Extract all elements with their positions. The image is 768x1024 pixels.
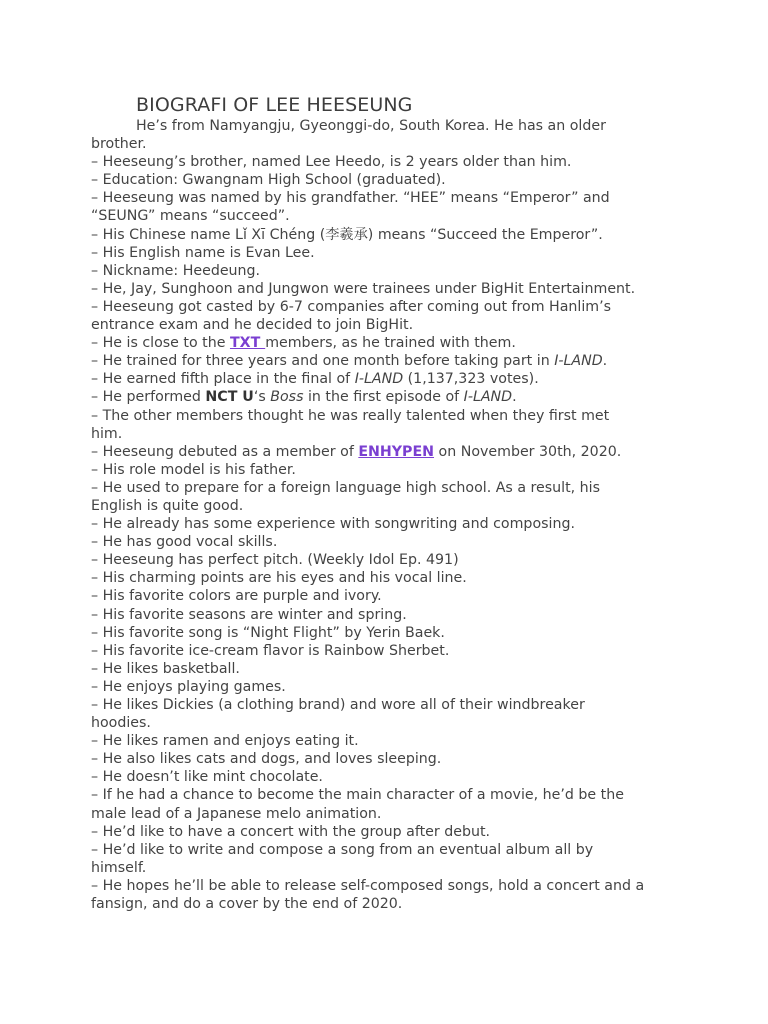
text-segment: him. — [91, 425, 123, 442]
link-txt[interactable]: TXT — [229, 335, 266, 352]
text-line — [91, 823, 691, 841]
text-line — [91, 859, 691, 877]
text-segment: – He likes ramen and enjoys eating it. — [91, 733, 359, 750]
text-line — [91, 895, 691, 913]
text-line — [91, 352, 691, 370]
text-line — [91, 642, 691, 660]
text-segment: – The other members thought he was really talented when they first met — [91, 407, 610, 424]
text-line — [91, 298, 691, 316]
text-segment: fansign, and do a cover by the end of 2020. — [91, 896, 403, 913]
text-segment: – He trained for three years and one month before taking part in — [91, 353, 555, 370]
text-line — [91, 841, 691, 859]
text-line — [91, 370, 691, 388]
text-segment: – Heeseung got casted by 6-7 companies after coming out from Hanlim’s — [91, 298, 612, 315]
text-line — [91, 805, 691, 823]
text-segment: – He is close to the — [91, 335, 230, 352]
text-segment: – He likes basketball. — [91, 660, 240, 677]
text-segment: – He also likes cats and dogs, and loves sleeping. — [91, 751, 442, 768]
text-segment: He’s from Namyangju, Gyeonggi-do, South Korea. He has an older — [136, 118, 606, 134]
text-segment: – His Chinese name Lǐ Xī Chéng (李羲承) means “Succeed the Emperor”. — [91, 226, 603, 243]
text-line — [91, 244, 691, 262]
text-segment: – His favorite ice-cream flavor is Rainbow Sherbet. — [91, 642, 450, 659]
text-segment: brother. — [91, 136, 147, 153]
text-segment: – He, Jay, Sunghoon and Jungwon were trainees under BigHit Entertainment. — [91, 280, 636, 297]
text-line — [91, 569, 691, 587]
text-line — [91, 660, 691, 678]
link-enhypen[interactable]: ENHYPEN — [358, 443, 435, 460]
text-segment: “SEUNG” means “succeed”. — [91, 208, 290, 225]
text-segment: – His favorite seasons are winter and spring. — [91, 606, 407, 623]
text-line — [91, 226, 691, 244]
text-segment: – He’d like to have a concert with the group after debut. — [91, 823, 491, 840]
text-line — [91, 515, 691, 533]
text-segment: English is quite good. — [91, 497, 244, 514]
text-line — [91, 497, 691, 515]
text-segment: – His favorite colors are purple and ivory. — [91, 588, 382, 605]
text-segment: – His favorite song is “Night Flight” by Yerin Baek. — [91, 624, 445, 641]
text-line — [91, 877, 691, 895]
text-line — [91, 316, 691, 334]
text-segment: – Nickname: Heedeung. — [91, 262, 261, 279]
text-segment: ‘s — [253, 389, 271, 406]
text-segment: – If he had a chance to become the main character of a movie, he’d be the — [91, 787, 624, 804]
text-segment: – He already has some experience with songwriting and composing. — [91, 516, 575, 533]
text-segment: – He enjoys playing games. — [91, 678, 286, 695]
text-segment: – Heeseung was named by his grandfather. “HEE” means “Emperor” and — [91, 190, 610, 207]
text-line — [91, 153, 691, 171]
text-segment: male lead of a Japanese melo animation. — [91, 805, 382, 822]
italic-text: Boss — [270, 389, 304, 406]
text-line — [91, 334, 691, 352]
italic-text: I-LAND — [354, 371, 404, 388]
text-segment: hoodies. — [91, 715, 151, 732]
text-line — [91, 696, 691, 714]
text-segment: – His charming points are his eyes and his vocal line. — [91, 570, 467, 587]
text-line — [91, 732, 691, 750]
text-segment: – Heeseung’s brother, named Lee Heedo, is 2 years older than him. — [91, 154, 572, 171]
text-line — [91, 425, 691, 443]
biography-text — [91, 117, 691, 913]
text-segment: – He likes Dickies (a clothing brand) and wore all of their windbreaker — [91, 697, 585, 713]
text-line — [91, 280, 691, 298]
text-segment: – He has good vocal skills. — [91, 534, 278, 551]
text-segment: on November 30th, 2020. — [434, 443, 622, 460]
text-segment: – He hopes he’ll be able to release self-composed songs, hold a concert and a — [91, 877, 645, 894]
text-segment: . — [602, 353, 608, 370]
text-line — [91, 587, 691, 605]
text-line — [91, 207, 691, 225]
bold-text: NCT U — [205, 389, 254, 406]
text-segment: – Heeseung has perfect pitch. (Weekly Idol Ep. 491) — [91, 552, 459, 569]
text-line — [91, 262, 691, 280]
text-segment: – Heeseung debuted as a member of — [91, 443, 359, 460]
text-segment: – Education: Gwangnam High School (graduated). — [91, 172, 446, 189]
text-line — [91, 606, 691, 624]
text-segment: entrance exam and he decided to join BigHit. — [91, 317, 414, 334]
text-line — [91, 443, 691, 461]
text-segment: in the first episode of — [303, 389, 464, 406]
text-segment: members, as he trained with them. — [265, 335, 516, 352]
text-segment: (1,137,323 votes). — [403, 371, 539, 388]
document-page — [91, 93, 691, 913]
text-segment: – He doesn’t like mint chocolate. — [91, 769, 323, 786]
text-segment: – He performed — [91, 389, 206, 406]
text-line — [91, 407, 691, 425]
text-segment: . — [512, 389, 517, 406]
text-line — [91, 117, 691, 135]
text-line — [91, 171, 691, 189]
text-line — [91, 533, 691, 551]
text-line — [91, 479, 691, 497]
italic-text: I-LAND — [554, 353, 603, 370]
text-segment: – He used to prepare for a foreign language high school. As a result, his — [91, 479, 601, 496]
text-line — [91, 768, 691, 786]
text-segment: – He earned fifth place in the final of — [91, 371, 355, 388]
text-line — [91, 135, 691, 153]
text-segment: himself. — [91, 859, 147, 876]
text-line — [91, 714, 691, 732]
text-line — [91, 551, 691, 569]
text-segment: – He’d like to write and compose a song from an eventual album all by — [91, 841, 594, 858]
text-segment: – His role model is his father. — [91, 461, 296, 478]
text-line — [91, 461, 691, 479]
text-line — [91, 750, 691, 768]
text-line — [91, 189, 691, 207]
italic-text: I-LAND — [463, 389, 513, 406]
text-line — [91, 678, 691, 696]
text-line — [91, 388, 691, 406]
text-line — [91, 786, 691, 804]
page-title: BIOGRAFI OF LEE HEESEUNG — [136, 94, 413, 116]
text-line — [91, 624, 691, 642]
text-segment: – His English name is Evan Lee. — [91, 244, 315, 261]
